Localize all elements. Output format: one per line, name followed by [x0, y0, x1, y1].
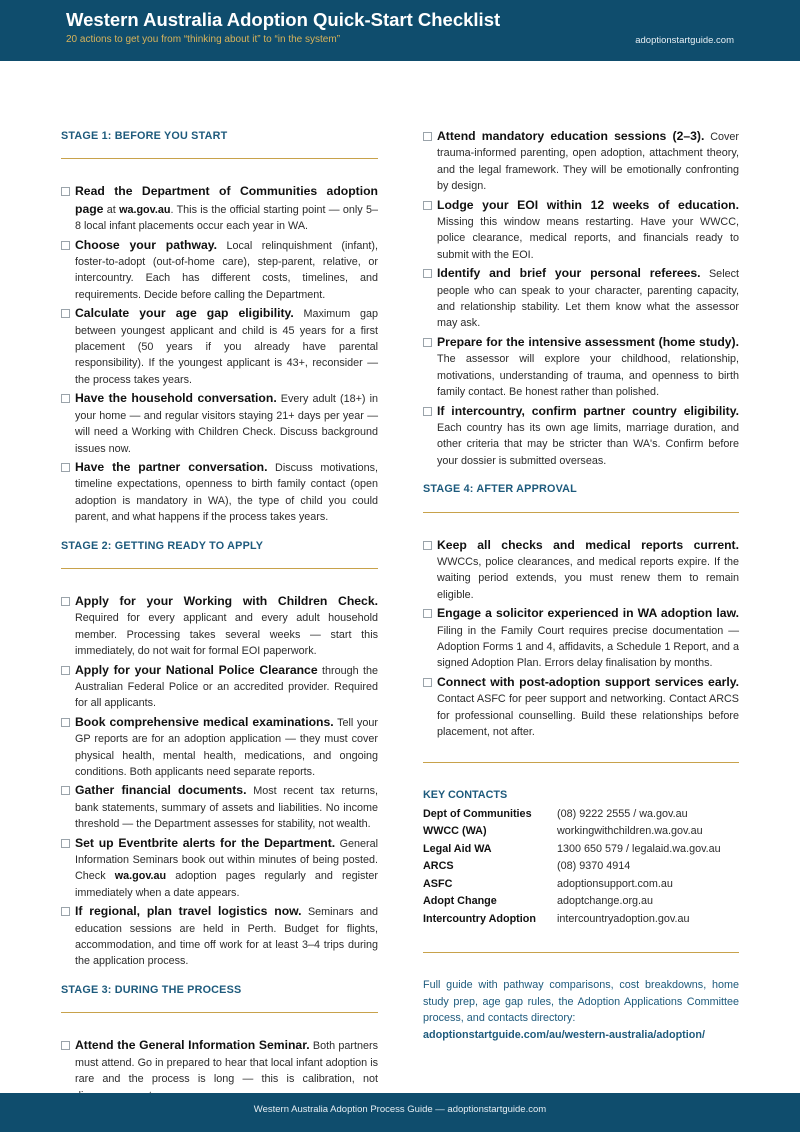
- checkbox[interactable]: [61, 241, 70, 250]
- item-title: Read the Department of Communities adoption page: [75, 184, 378, 216]
- item-text: Filing in the Family Court requires precise documentation — Adoption Forms 1 and 4, affidavits, a Schedule 1 Report, and a signed Adoption Plan. Errors delay finalisation by months.: [437, 624, 739, 670]
- contact-label: Intercountry Adoption: [423, 912, 536, 925]
- contact-value: intercountryadoption.gov.au: [557, 912, 690, 925]
- checkbox[interactable]: [61, 786, 70, 795]
- item-text: Both partners must attend. Go in prepared to hear that local infant adoption is rare and the process is long — this is calibration, not: [75, 1040, 378, 1086]
- item-title: Apply for your Working with Children Check.: [75, 593, 378, 608]
- item-title: Choose your pathway.: [75, 237, 218, 252]
- divider: [423, 512, 739, 513]
- item-text: WWCCs, police clearances, and medical reports expire. If the waiting period extends, you must renew them to remain eligible.: [437, 555, 739, 601]
- contact-label: Adopt Change: [423, 895, 497, 908]
- item-strong: wa.gov.au: [114, 870, 167, 883]
- item-text: through the Australian Federal Police or an accredited provider. Required for all applicants.: [75, 664, 379, 710]
- checklist-item: [61, 305, 378, 388]
- checkbox[interactable]: [423, 678, 432, 687]
- contact-row: [423, 823, 739, 841]
- checkbox[interactable]: [61, 309, 70, 318]
- item-title: Engage a solicitor experienced in WA adoption law.: [437, 606, 739, 621]
- checkbox[interactable]: [61, 907, 70, 916]
- contact-row: [423, 858, 739, 876]
- checkbox[interactable]: [61, 597, 70, 606]
- checklist-item: [423, 605, 739, 672]
- checklist-item: [423, 197, 739, 264]
- checklist-item: [423, 265, 739, 332]
- contact-label: ASFC: [423, 877, 453, 890]
- checkbox[interactable]: [61, 839, 70, 848]
- guide-description: Full guide with pathway comparisons, cost breakdowns, home study prep, age gap rules, the Adoption Applications Committee process, and contacts directory:: [423, 979, 739, 1025]
- checklist-item: [61, 903, 378, 970]
- contacts-table: [423, 806, 739, 929]
- item-title: Attend mandatory education sessions (2–3).: [437, 129, 705, 143]
- checkbox[interactable]: [423, 269, 432, 278]
- item-title: Set up Eventbrite alerts for the Department.: [75, 835, 336, 850]
- contact-value: adoptionsupport.com.au: [557, 877, 673, 890]
- checklist-item: [61, 714, 378, 781]
- contact-value: 1300 650 579 / legalaid.wa.gov.au: [557, 842, 721, 855]
- item-text: Maximum gap between youngest applicant and child is 45 years for a first placement (50 years if you already have parental responsibility). If the youngest applicant is 43+, reconsider — the process takes years.: [75, 308, 378, 386]
- item-title: Prepare for the intensive assessment (home study).: [437, 334, 739, 349]
- page-title: Western Australia Adoption Quick-Start Checklist: [66, 9, 501, 30]
- contact-label: WWCC (WA): [423, 825, 487, 838]
- stage-3-heading: STAGE 3: DURING THE PROCESS: [61, 983, 242, 996]
- contact-row: [423, 841, 739, 859]
- item-title: Lodge your EOI within 12 weeks of education.: [437, 197, 739, 212]
- item-text: Seminars and education sessions are held in Perth. Budget for flights, accommodation, and time off work for at least 3–4 trips during the application process.: [75, 906, 379, 968]
- item-text: Local relinquishment (infant), foster-to-adopt (out-of-home care), step-parent, relative, or intercountry. Each has different costs, timelines, and requirements. Decide before calling the Department.: [75, 239, 378, 301]
- contact-value: workingwithchildren.wa.gov.au: [557, 825, 703, 838]
- item-title: Have the partner conversation.: [75, 459, 268, 474]
- divider: [423, 762, 739, 763]
- item-title: Attend the General Information Seminar.: [75, 1038, 310, 1053]
- item-title: If intercountry, confirm partner country eligibility.: [437, 403, 739, 418]
- item-title: Keep all checks and medical reports current.: [437, 537, 739, 552]
- checkbox[interactable]: [423, 407, 432, 416]
- checkbox[interactable]: [423, 609, 432, 618]
- item-title: Identify and brief your personal referees.: [437, 266, 701, 281]
- stage-4-heading: STAGE 4: AFTER APPROVAL: [423, 483, 577, 496]
- right-column: [423, 128, 739, 1043]
- checkbox[interactable]: [61, 718, 70, 727]
- checklist-item: [61, 593, 378, 660]
- contact-label: Dept of Communities: [423, 807, 532, 820]
- key-contacts-heading: KEY CONTACTS: [423, 789, 508, 802]
- checklist-item: [61, 390, 378, 457]
- item-title: Have the household conversation.: [75, 391, 277, 406]
- item-title: Book comprehensive medical examinations.: [75, 714, 334, 729]
- item-title: Calculate your age gap eligibility.: [75, 306, 294, 321]
- page-subtitle: 20 actions to get you from “thinking about it” to “in the system”: [66, 34, 341, 45]
- item-text: General Information Seminars book out within minutes of being posted. Check: [75, 837, 378, 883]
- item-text: Tell your GP reports are for an adoption application — they must cover physical health, mental health, medications, and ongoing conditions. Both applicants need separate reports.: [75, 716, 378, 778]
- contact-value: (08) 9370 4914: [557, 860, 631, 873]
- stage-1-heading: STAGE 1: BEFORE YOU START: [61, 130, 228, 142]
- checklist-item: Set up Eventbrite alerts for the Department. General Information Seminars book out within minutes of being posted. Check wa.gov.au adoption pages regularly and register immediately when a date appears.: [61, 835, 378, 902]
- checklist-item: [61, 662, 378, 712]
- checklist-item: [423, 403, 739, 470]
- page-header: [0, 0, 800, 61]
- checkbox[interactable]: [61, 187, 70, 196]
- divider: [423, 952, 739, 953]
- item-text: Select people who can speak to your character, parenting capacity, and relationship stability. Let them know what the assessor may ask.: [437, 268, 739, 330]
- item-text: Every adult (18+) in your home — and regular visitors staying 21+ days per year — will need a Working with Children Check. Discuss background issues now.: [75, 393, 378, 455]
- item-strong: wa.gov.au: [119, 203, 171, 216]
- guide-link[interactable]: adoptionstartguide.com/au/western-australia/adoption/: [423, 1028, 705, 1041]
- item-text: . This is the official starting point — only 5–8 local infant placements occur each year in WA.: [75, 203, 378, 233]
- checklist-item: [61, 459, 378, 526]
- item-text: Contact ASFC for peer support and networking. Contact ARCS for professional counselling. Build these relationships before placement, not after.: [437, 693, 739, 738]
- checklist-item: [423, 334, 739, 401]
- checkbox[interactable]: [423, 201, 432, 210]
- item-text: Required for every applicant and every adult household member. Processing takes several weeks — start this immediately, do not wait for formal EOI paperwork.: [75, 612, 378, 658]
- contact-label: Legal Aid WA: [423, 842, 492, 855]
- checklist-item: [423, 537, 739, 604]
- left-column: [61, 128, 378, 1106]
- checkbox[interactable]: [423, 541, 432, 550]
- item-text: Each country has its own age limits, marriage duration, and other criteria that may be stricter than WA's. Confirm before your dossier is submitted overseas.: [437, 421, 739, 467]
- page-footer: Western Australia Adoption Process Guide — adoptionstartguide.com: [0, 1093, 800, 1132]
- item-text: Discuss motivations, timeline expectations, openness to birth family contact (open adoption is mandatory in WA), the type of child you could parent, and what happens if the process takes years.: [75, 461, 378, 524]
- item-title: Connect with post-adoption support services early.: [437, 674, 739, 689]
- contact-row: [423, 876, 739, 894]
- divider: [61, 158, 378, 159]
- checklist-item: [61, 782, 378, 832]
- item-text: Cover trauma-informed parenting, open adoption, attachment theory, and the legal framework. They will be emotionally confronting by design.: [437, 131, 739, 193]
- contact-row: [423, 806, 739, 824]
- checklist-item: [423, 674, 739, 741]
- item-text: Most recent tax returns, bank statements, summary of assets and liabilities. No income threshold — the Department assesses for stability, not wealth.: [75, 785, 378, 831]
- checkbox[interactable]: [61, 463, 70, 472]
- divider: [61, 1012, 378, 1013]
- divider: [61, 568, 378, 569]
- item-title: If regional, plan travel logistics now.: [75, 904, 302, 919]
- checkbox[interactable]: [61, 1041, 70, 1050]
- checklist-item: [61, 237, 378, 304]
- item-title: Gather financial documents.: [75, 783, 247, 798]
- checkbox[interactable]: [423, 132, 432, 141]
- checkbox[interactable]: [61, 666, 70, 675]
- stage-2-heading: STAGE 2: GETTING READY TO APPLY: [61, 539, 264, 552]
- item-text: Missing this window means restarting. Have your WWCC, police clearance, medical reports, and financials ready to submit with the EOI.: [437, 216, 739, 261]
- checkbox[interactable]: [61, 394, 70, 403]
- checklist-item: [423, 128, 739, 195]
- checklist-item: Read the Department of Communities adoption page at wa.gov.au. This is the official starting point — only 5–8 local infant placements occur each year in WA.: [61, 183, 378, 234]
- item-title: Apply for your National Police Clearance: [75, 662, 318, 677]
- contact-row: [423, 911, 739, 929]
- checkbox[interactable]: [423, 338, 432, 347]
- contact-value: adoptchange.org.au: [557, 895, 654, 908]
- contact-label: ARCS: [423, 860, 454, 873]
- contact-value: (08) 9222 2555 / wa.gov.au: [557, 807, 688, 820]
- item-text: The assessor will explore your childhood, relationship, motivations, understanding of trauma, and openness to birth family contact. Be honest rather than polished.: [437, 353, 739, 399]
- contact-row: [423, 893, 739, 911]
- header-site-link[interactable]: adoptionstartguide.com: [635, 35, 734, 46]
